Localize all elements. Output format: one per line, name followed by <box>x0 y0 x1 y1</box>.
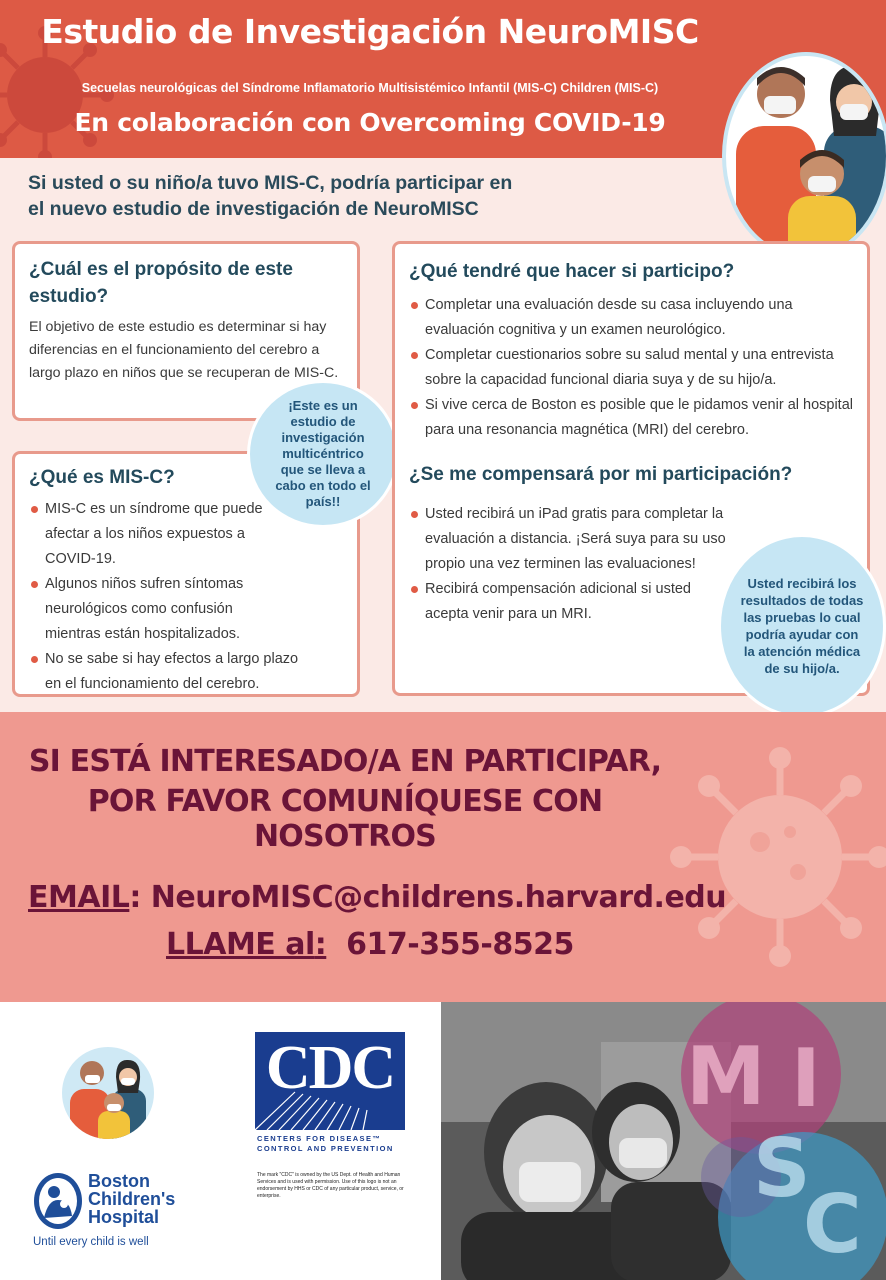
page-subtitle: Secuelas neurológicas del Síndrome Inflamatorio Multisistémico Infantil (MIS-C) Children (MIS-C) <box>81 81 659 95</box>
intro-statement: Si usted o su niño/a tuvo MIS-C, podría participar en el nuevo estudio de investigación de NeuroMISC <box>28 172 513 220</box>
mis-letter-m: M <box>686 1030 766 1123</box>
footer <box>0 1002 886 1280</box>
participation-heading: ¿Qué tendré que hacer si participo? <box>409 261 735 282</box>
cdc-subtitle: CENTERS FOR DISEASE™ CONTROL AND PREVENTION <box>257 1134 394 1153</box>
list-item: Si vive cerca de Boston es posible que le pidamos venir al hospital para una resonancia magnética (MRI) del cerebro. <box>409 393 854 443</box>
mis-letter-c: C <box>803 1178 862 1271</box>
children-photo <box>441 1002 886 1280</box>
participation-bullet-list <box>409 293 854 443</box>
family-illustration <box>722 52 886 260</box>
phone-label: LLAME al <box>166 927 315 962</box>
collaboration-line: En colaboración con Overcoming COVID-19 <box>74 108 666 137</box>
purpose-text: El objetivo de este estudio es determinar si hay diferencias en el funcionamiento del cerebro a largo plazo en niños que se recuperan de MIS-C. <box>29 319 339 381</box>
cdc-disclaimer: The mark "CDC" is owned by the US Dept. of Health and Human Services and is used with permission. Use of this logo is not an endorsement by HHS or CDC of any particular product, service, or enterprise. <box>257 1172 404 1199</box>
virus-decoration-icon <box>660 732 886 982</box>
hospital-name: Boston Children's Hospital <box>88 1171 176 1227</box>
cdc-logo: CDC <box>255 1032 405 1130</box>
list-item: Algunos niños sufren síntomas neurológicos como confusión mientras están hospitalizados. <box>29 572 279 647</box>
page-title: Estudio de Investigación NeuroMISC <box>41 12 699 51</box>
compensation-heading: ¿Se me compensará por mi participación? <box>409 464 793 485</box>
list-item: Completar cuestionarios sobre su salud mental y una entrevista sobre la capacidad funcional diaria suya y de su hijo/a. <box>409 343 854 393</box>
multicenter-bubble: ¡Este es un estudio de investigación multicéntrico que se lleva a cabo en todo el país!! <box>247 380 399 528</box>
purpose-heading: ¿Cuál es el propósito de este estudio? <box>29 259 293 307</box>
mis-letter-i: I <box>791 1032 821 1125</box>
misc-bullet-list <box>29 497 299 697</box>
family-icon <box>62 1047 154 1139</box>
what-is-misc-heading: ¿Qué es MIS-C? <box>29 467 175 488</box>
cta-line-1: SI ESTÁ INTERESADO/A EN PARTICIPAR, <box>28 744 662 779</box>
list-item: No se sabe si hay efectos a largo plazo en el funcionamiento del cerebro. <box>29 647 309 697</box>
email-address[interactable]: NeuroMISC@childrens.harvard.edu <box>150 880 727 915</box>
email-label: EMAIL <box>28 880 130 915</box>
family-thumbnail <box>62 1047 154 1139</box>
phone-line: LLAME al: 617-355-8525 <box>166 927 574 962</box>
email-line: EMAIL: NeuroMISC@childrens.harvard.edu <box>28 880 727 915</box>
phone-number[interactable]: 617-355-8525 <box>346 927 574 962</box>
compensation-bullet-list <box>409 502 729 627</box>
list-item: Usted recibirá un iPad gratis para completar la evaluación a distancia. ¡Será suya para su uso propio una vez terminen las evaluaciones! <box>409 502 729 577</box>
mis-letter-s: S <box>753 1122 811 1215</box>
list-item: MIS-C es un síndrome que puede afectar a los niños expuestos a COVID-19. <box>29 497 279 572</box>
hospital-tagline: Until every child is well <box>33 1236 149 1248</box>
results-bubble: Usted recibirá los resultados de todas las pruebas lo cual podría ayudar con la atención médica de su hijo/a. <box>718 534 886 718</box>
family-icon <box>726 56 886 260</box>
contact-banner <box>0 712 886 1002</box>
list-item: Recibirá compensación adicional si usted acepta venir para un MRI. <box>409 577 699 627</box>
boston-childrens-logo-icon <box>30 1170 86 1232</box>
cta-line-2: POR FAVOR COMUNÍQUESE CON NOSOTROS <box>87 784 603 854</box>
list-item: Completar una evaluación desde su casa incluyendo una evaluación cognitiva y un examen neurológico. <box>409 293 854 343</box>
